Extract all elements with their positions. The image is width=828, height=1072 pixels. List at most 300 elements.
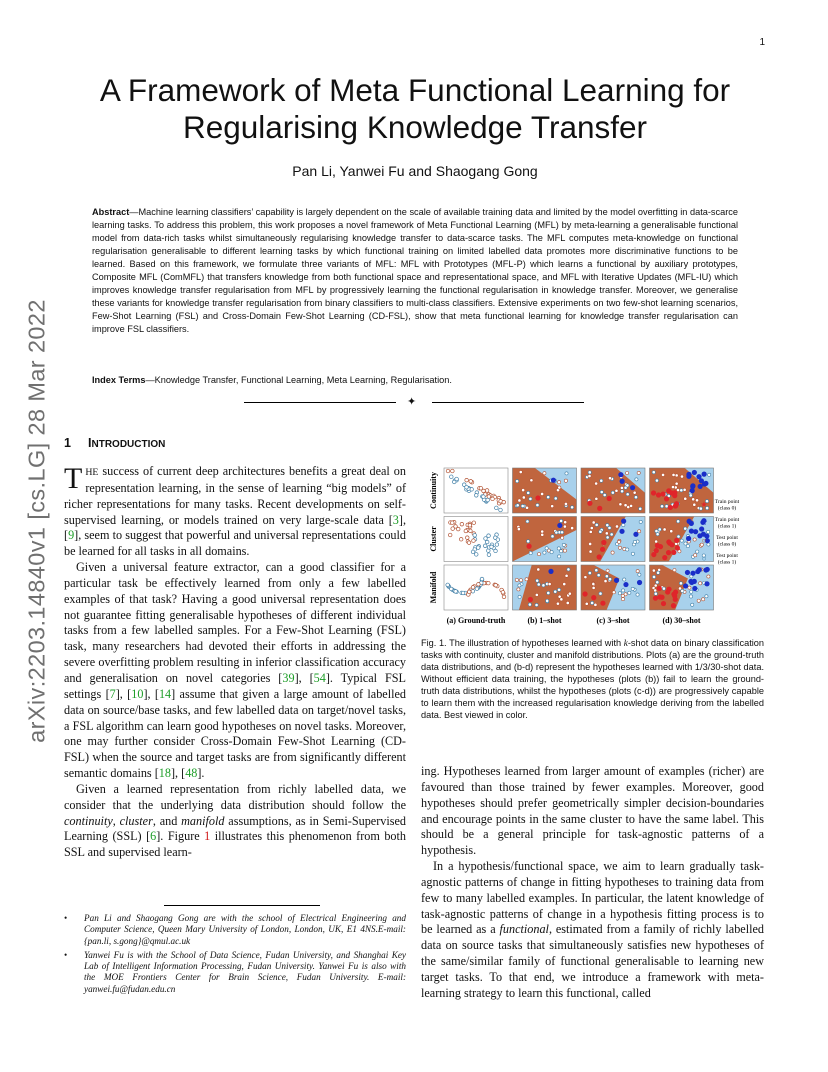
body-text: assumptions, as in Semi-Supervised Learning (SSL) [ — [64, 813, 407, 844]
test-point — [487, 534, 491, 538]
train-point — [633, 532, 638, 537]
train-point — [696, 474, 701, 479]
train-point — [587, 501, 592, 506]
train-point — [548, 569, 553, 574]
body-text: ], [ — [294, 670, 314, 685]
train-point — [657, 594, 662, 599]
scatter-panel — [513, 468, 577, 513]
test-point — [591, 601, 594, 604]
test-point — [517, 588, 520, 591]
scatter-panel — [513, 565, 577, 610]
body-text: illustrates this phenomenon from both SSL and supervised learn- — [64, 829, 406, 860]
test-point — [590, 526, 593, 529]
test-point — [670, 530, 673, 533]
separator-diamond-icon: ✦ — [407, 396, 417, 408]
test-point — [702, 598, 705, 601]
citation-link[interactable]: 6 — [150, 829, 157, 844]
test-point — [565, 574, 568, 577]
test-point — [564, 521, 567, 524]
train-point — [704, 581, 709, 586]
figure-caption — [421, 637, 764, 721]
test-point — [585, 602, 588, 605]
test-point — [558, 481, 561, 484]
test-point — [608, 578, 611, 581]
train-point — [693, 529, 698, 534]
test-point — [665, 505, 668, 508]
test-point — [541, 530, 544, 533]
test-point — [495, 506, 499, 510]
test-point — [564, 479, 567, 482]
test-point — [560, 598, 563, 601]
test-point — [448, 533, 452, 537]
test-point — [517, 527, 520, 530]
citation-link[interactable]: 39 — [282, 670, 295, 685]
test-point — [476, 546, 480, 550]
train-point — [597, 506, 602, 511]
test-point — [495, 543, 499, 547]
test-point — [654, 592, 657, 595]
test-point — [635, 478, 638, 481]
test-point — [525, 506, 528, 509]
test-point — [689, 494, 692, 497]
test-point — [588, 471, 591, 474]
test-point — [540, 492, 543, 495]
test-point — [464, 529, 468, 533]
train-point — [690, 484, 695, 489]
test-point — [673, 569, 676, 572]
test-point — [595, 482, 598, 485]
test-point — [563, 582, 566, 585]
drop-cap: T — [64, 462, 83, 495]
figure-reference-link[interactable]: 1 — [204, 829, 211, 844]
small-caps-lead: HE — [85, 467, 99, 478]
test-point — [618, 546, 621, 549]
test-point — [615, 489, 618, 492]
body-text: , estimated from a family of richly labelled data on source tasks that simultaneously satisfies new hypotheses of the same/similar family of functional generalisable to learning new target tasks. To that end, we introduce a framework with meta-learning strategy to learn this functional, called — [421, 922, 764, 1000]
keyword: cluster — [119, 813, 153, 828]
test-point — [677, 520, 680, 523]
test-point — [589, 542, 592, 545]
test-point — [568, 592, 571, 595]
test-point — [697, 599, 700, 602]
train-point — [692, 579, 697, 584]
test-point — [638, 530, 641, 533]
test-point — [468, 523, 472, 527]
test-point — [556, 602, 559, 605]
test-point — [454, 590, 458, 594]
test-point — [456, 527, 460, 531]
test-point — [684, 542, 687, 545]
train-point — [686, 472, 691, 477]
test-point — [502, 500, 506, 504]
citation-link[interactable]: 10 — [131, 686, 144, 701]
keyword: functional — [499, 922, 549, 937]
test-point — [527, 491, 530, 494]
test-point — [611, 491, 614, 494]
test-point — [696, 550, 699, 553]
test-point — [688, 586, 691, 589]
legend-label: Test point — [716, 553, 738, 559]
train-point — [535, 495, 540, 500]
body-text: success of current deep architectures benefits a great deal on representation learning, in the sense of learning “big models” of richer representations for many tasks. Recent developments on self-supervised learning, or models trained on very large-scale data [ — [64, 464, 406, 527]
test-point — [699, 582, 702, 585]
scatter-panel — [444, 517, 508, 562]
test-point — [671, 485, 674, 488]
body-paragraph — [64, 464, 406, 560]
train-point — [671, 550, 676, 555]
train-point — [618, 472, 623, 477]
test-point — [516, 504, 519, 507]
test-point — [494, 583, 498, 587]
test-point — [675, 482, 678, 485]
body-text: ], [ — [64, 512, 406, 543]
train-point — [692, 586, 697, 591]
body-text: Given a learned representation from richly labelled data, we consider that the underlying data distribution should follow the — [64, 781, 406, 812]
scatter-panel — [581, 565, 645, 610]
train-point — [551, 478, 556, 483]
test-point — [451, 469, 455, 473]
train-point — [614, 578, 619, 583]
test-point — [554, 590, 557, 593]
test-point — [656, 571, 659, 574]
test-point — [639, 520, 642, 523]
test-point — [584, 576, 587, 579]
test-point — [499, 508, 503, 512]
test-point — [690, 590, 693, 593]
test-point — [480, 577, 484, 581]
section-separator — [244, 396, 584, 410]
test-point — [557, 555, 560, 558]
test-point — [618, 592, 621, 595]
arxiv-identifier-text: arXiv:2203.14840v1 [cs.LG] 28 Mar 2022 — [23, 299, 50, 743]
test-point — [530, 479, 533, 482]
test-point — [537, 553, 540, 556]
test-point — [535, 593, 538, 596]
test-point — [633, 540, 636, 543]
test-point — [693, 503, 696, 506]
test-point — [686, 545, 689, 548]
test-point — [675, 474, 678, 477]
keyword: continuity — [64, 813, 113, 828]
test-point — [599, 592, 602, 595]
train-point — [685, 570, 690, 575]
train-point — [526, 544, 531, 549]
test-point — [460, 522, 464, 526]
test-point — [606, 536, 609, 539]
legend-label: Test point — [716, 535, 738, 541]
test-point — [622, 523, 625, 526]
test-point — [496, 538, 500, 542]
footnotes — [64, 913, 406, 998]
test-point — [633, 491, 636, 494]
body-text: ], [ — [115, 686, 132, 701]
test-point — [624, 504, 627, 507]
test-point — [626, 484, 629, 487]
test-point — [474, 553, 478, 557]
test-point — [631, 587, 634, 590]
test-point — [661, 473, 664, 476]
test-point — [558, 486, 561, 489]
test-point — [535, 603, 538, 606]
train-point — [600, 547, 605, 552]
test-point — [565, 472, 568, 475]
test-point — [605, 532, 608, 535]
column-label: (d) 30–shot — [662, 616, 701, 625]
train-point — [630, 485, 635, 490]
test-point — [600, 490, 603, 493]
train-point — [619, 529, 624, 534]
test-point — [494, 549, 498, 553]
test-point — [639, 507, 642, 510]
test-point — [692, 498, 695, 501]
test-point — [652, 471, 655, 474]
test-point — [605, 575, 608, 578]
test-point — [588, 571, 591, 574]
test-point — [589, 550, 592, 553]
test-point — [689, 595, 692, 598]
test-point — [589, 530, 592, 533]
test-point — [467, 541, 471, 545]
test-point — [522, 496, 525, 499]
test-point — [638, 573, 641, 576]
test-point — [599, 530, 602, 533]
train-point — [656, 492, 661, 497]
section-number: 1 — [64, 436, 71, 450]
test-point — [515, 578, 518, 581]
test-point — [554, 497, 557, 500]
test-point — [487, 495, 491, 499]
legend-label: (class 1) — [717, 523, 737, 530]
train-point — [702, 472, 707, 477]
test-point — [629, 504, 632, 507]
test-circle-icon: ○ — [701, 554, 707, 563]
test-point — [557, 588, 560, 591]
body-text: ], seem to suggest that powerful and universal representations could be learned for all tasks in all domains. — [64, 528, 406, 559]
test-point — [707, 530, 710, 533]
test-point — [606, 524, 609, 527]
scatter-panel — [581, 517, 645, 562]
body-paragraph — [64, 782, 406, 861]
test-point — [465, 478, 469, 482]
citation-link[interactable]: 9 — [68, 528, 75, 543]
body-column-right — [421, 764, 764, 1002]
train-point — [702, 481, 707, 486]
legend-label: (class 1) — [717, 559, 737, 566]
test-point — [654, 589, 657, 592]
test-point — [472, 539, 476, 543]
train-point — [666, 550, 671, 555]
test-point — [472, 521, 476, 525]
test-point — [547, 496, 550, 499]
legend-label: Train point — [714, 517, 740, 523]
separator-line-left — [244, 402, 396, 403]
body-text: ]. — [197, 766, 205, 781]
test-point — [537, 583, 540, 586]
body-paragraph — [421, 859, 764, 1002]
legend-label: (class 0) — [717, 505, 737, 512]
test-point — [695, 499, 698, 502]
train-point — [557, 523, 562, 528]
test-point — [683, 488, 686, 491]
test-point — [626, 493, 629, 496]
test-point — [663, 528, 666, 531]
test-point — [564, 502, 567, 505]
train-point — [661, 601, 666, 606]
index-terms — [92, 375, 738, 385]
citation-link[interactable]: 54 — [313, 670, 326, 685]
test-point — [592, 521, 595, 524]
test-point — [691, 603, 694, 606]
citation-link[interactable]: 3 — [392, 512, 399, 527]
train-point — [674, 501, 679, 506]
citation-link[interactable]: 18 — [158, 766, 171, 781]
page-number: 1 — [759, 37, 765, 48]
test-point — [623, 578, 626, 581]
test-point — [610, 533, 613, 536]
body-text: , — [112, 813, 120, 828]
test-point — [636, 593, 639, 596]
test-point — [518, 584, 521, 587]
train-point — [600, 601, 605, 606]
test-point — [594, 603, 597, 606]
test-point — [684, 497, 687, 500]
train-star-icon: ★ — [700, 518, 708, 527]
scatter-panel — [581, 468, 645, 513]
caption-variable: k — [623, 638, 628, 648]
test-point — [551, 535, 554, 538]
test-point — [600, 479, 603, 482]
test-point — [485, 489, 489, 493]
body-text: ]. Figure — [156, 829, 205, 844]
separator-line-right — [432, 402, 584, 403]
test-point — [519, 579, 522, 582]
test-point — [487, 581, 491, 585]
test-point — [449, 587, 453, 591]
train-star-icon: ★ — [700, 500, 708, 509]
test-point — [636, 570, 639, 573]
train-point — [690, 571, 695, 576]
test-point — [604, 579, 607, 582]
test-point — [563, 525, 566, 528]
test-point — [560, 519, 563, 522]
train-point — [653, 596, 658, 601]
test-point — [521, 504, 524, 507]
test-point — [619, 503, 622, 506]
test-point — [479, 486, 483, 490]
test-point — [694, 554, 697, 557]
test-point — [474, 494, 478, 498]
test-circle-icon: ○ — [701, 536, 707, 545]
train-point — [673, 597, 678, 602]
test-point — [518, 499, 521, 502]
train-point — [637, 580, 642, 585]
test-point — [501, 590, 505, 594]
train-point — [669, 490, 674, 495]
test-point — [707, 543, 710, 546]
train-point — [692, 470, 697, 475]
scatter-panel — [650, 565, 714, 610]
test-point — [612, 591, 615, 594]
test-point — [707, 575, 710, 578]
test-point — [546, 599, 549, 602]
figure-1-hypothesis-grid — [425, 463, 764, 628]
test-point — [542, 584, 545, 587]
body-paragraph: ing. Hypotheses learned from larger amount of examples (richer) are favoured than those trained by fewer examples. Moreover, good hypotheses should prefer geometrically simpler decision-boundaries and encourage points in the same cluster to have the same label. This should be a general principle for task-agnostic patterns of a hypothesis. — [421, 764, 764, 858]
footnote-affiliation-2 — [64, 950, 406, 995]
test-point — [567, 568, 570, 571]
test-point — [455, 477, 459, 481]
body-paragraph — [64, 560, 406, 782]
train-point — [657, 586, 662, 591]
citation-link[interactable]: 48 — [185, 766, 198, 781]
train-point — [662, 555, 667, 560]
test-point — [563, 549, 566, 552]
test-point — [551, 505, 554, 508]
test-point — [631, 552, 634, 555]
caption-label: Fig. 1. — [421, 638, 447, 648]
citation-link[interactable]: 7 — [109, 686, 116, 701]
test-point — [608, 526, 611, 529]
legend-label: (class 0) — [717, 541, 737, 548]
abstract-label: Abstract — [92, 207, 130, 217]
test-point — [662, 587, 665, 590]
footnote-affiliation-1 — [64, 913, 406, 947]
abstract — [92, 206, 738, 336]
train-point — [686, 536, 691, 541]
test-point — [621, 589, 624, 592]
test-point — [471, 550, 475, 554]
test-point — [560, 531, 563, 534]
test-point — [621, 594, 624, 597]
test-point — [672, 473, 675, 476]
test-point — [502, 595, 506, 599]
test-point — [471, 585, 475, 589]
abstract-text: —Machine learning classifiers’ capability is largely dependent on the scale of available training data and limited by the model overfitting in data-scarce learning tasks. To address this problem, this work proposes a novel framework of Meta Functional Learning (MFL) by meta-learning a generalisable functional model from data-rich tasks whilst simultaneously regularising knowledge transfer to data-scarce tasks. The MFL computes meta-knowledge on functional regularisation generalisable to different learning tasks by which functional training on limited labelled data promotes more discriminative functions to be learned. Based on this framework, we formulate three variants of MFL: MFL with Prototypes (MFL-P) which learns a functional by auxiliary prototypes, Composite MFL (ComMFL) that transfers knowledge from both functional space and representational space, and MFL with Iterative Updates (MFL-IU) which improves knowledge transfer regularisation from MFL by progressively learning the functional regularisation in knowledge transfer. Moreover, we generalise these variants for knowledge transfer regularisation from binary classifiers to multi-class classifiers. Extensive experiments on two few-shot learning scenarios, Few-Shot Learning (FSL) and Cross-Domain Few-Shot Learning (CD-FSL), show that meta functional learning for knowledge transfer regularisation can improve FSL classifiers. — [92, 207, 738, 335]
footnote-text: Pan Li and Shaogang Gong are with the school of Electrical Engineering and Computer Science, Queen Mary University of London, London, UK, E1 4NS.E-mail: {pan.li, s.gong}@qmul.ac.uk — [84, 913, 406, 946]
body-text: In a hypothesis/functional space, we aim to learn gradually task-agnostic patterns of change in fitting hypotheses to training data from few to many labelled examples. In particular, the latent knowledge of task-agnostic patterns of change in a hypothesis fitting process is to be learned as a — [421, 859, 764, 937]
caption-text: The illustration of hypotheses learned with — [446, 638, 624, 648]
scatter-panel — [513, 517, 577, 562]
test-point — [660, 505, 663, 508]
body-text: , and — [152, 813, 182, 828]
train-point — [591, 595, 596, 600]
test-point — [529, 552, 532, 555]
section-title-initial: I — [88, 436, 92, 450]
test-point — [693, 538, 696, 541]
test-point — [446, 583, 450, 587]
test-point — [522, 489, 525, 492]
test-point — [679, 582, 682, 585]
test-point — [526, 520, 529, 523]
panel-frame — [444, 468, 508, 513]
legend-label: Train point — [714, 499, 740, 505]
body-column-left — [64, 464, 406, 861]
test-point — [473, 533, 477, 537]
train-point — [654, 548, 659, 553]
train-point — [623, 582, 628, 587]
test-point — [490, 545, 494, 549]
row-label: Manifold — [428, 571, 438, 604]
test-point — [684, 527, 687, 530]
test-point — [537, 568, 540, 571]
test-point — [588, 474, 591, 477]
test-point — [446, 469, 450, 473]
test-point — [603, 493, 606, 496]
section-title-rest: NTRODUCTION — [91, 439, 166, 450]
citation-link[interactable]: 14 — [158, 686, 172, 701]
keyword: manifold — [181, 813, 225, 828]
footnote-rule — [164, 905, 320, 906]
